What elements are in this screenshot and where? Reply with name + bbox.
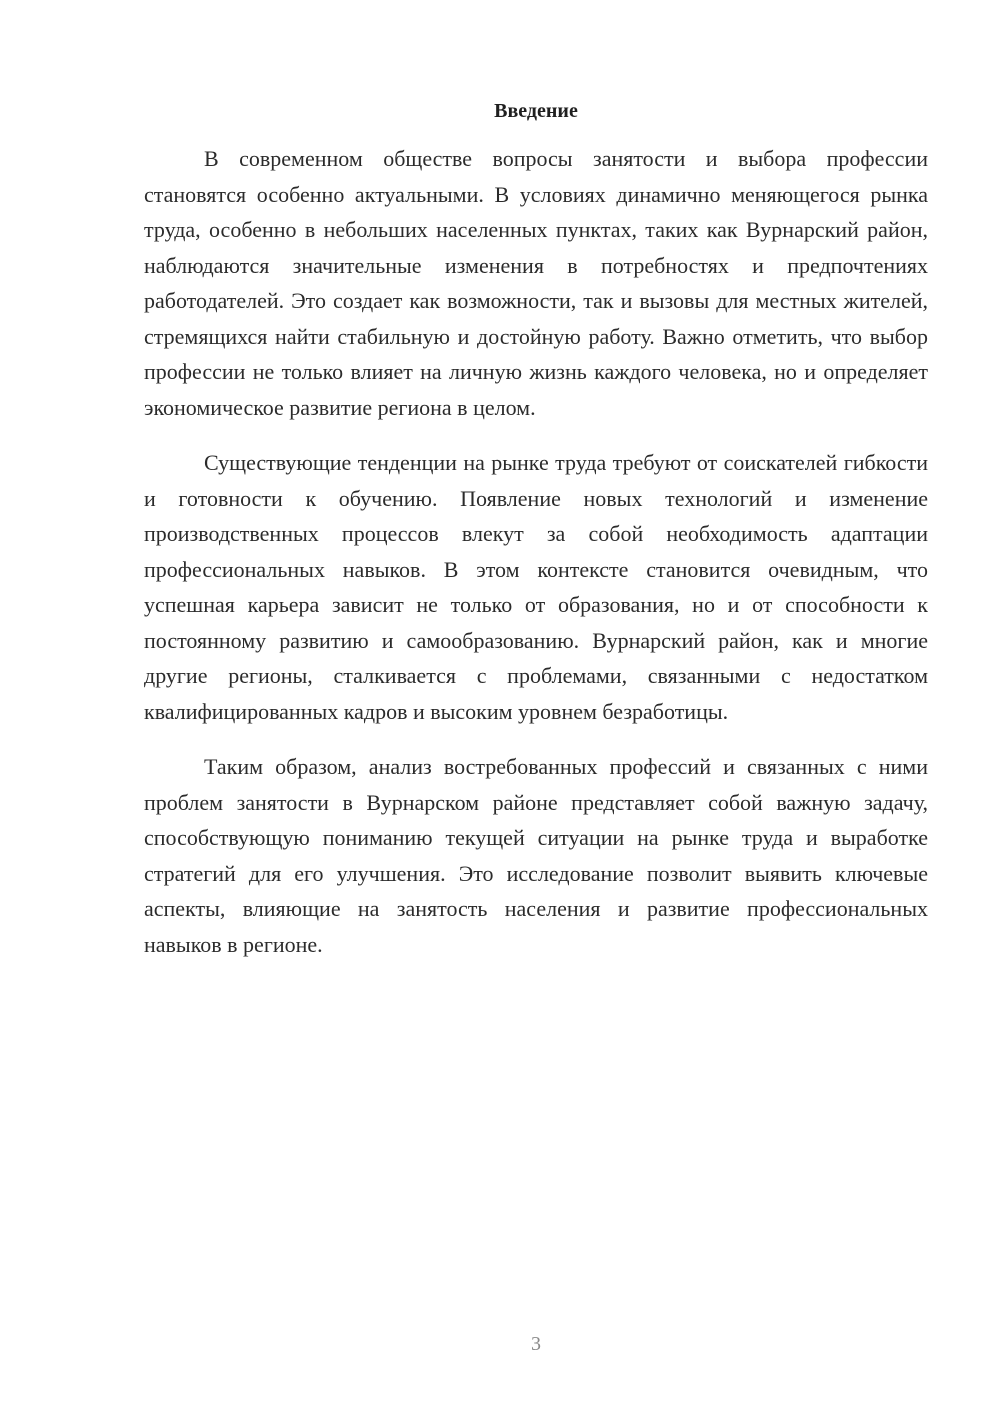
- paragraph-2: Существующие тенденции на рынке труда требуют от соискателей гибкости и готовности к обучению. Появление новых технологий и изменение производственных процессов влекут за собой необходимость адаптации профессиональных навыков. В этом контексте становится очевидным, что успешная карьера зависит не только от образования, но и от способности к постоянному развитию и самообразованию. Вурнарский район, как и многие другие регионы, сталкивается с проблемами, связанными с недостатком квалифицированных кадров и высоким уровнем безработицы.: [144, 450, 928, 724]
- page-number: 3: [531, 1333, 541, 1355]
- section-title: Введение: [494, 100, 578, 122]
- paragraph-3: Таким образом, анализ востребованных профессий и связанных с ними проблем занятости в Вурнарском районе представляет собой важную задачу, способствующую пониманию текущей ситуации на рынке труда и выработке стратегий для его улучшения. Это исследование позволит выявить ключевые аспекты, влияющие на занятость населения и развитие профессиональных навыков в регионе.: [144, 754, 928, 957]
- paragraph-1: В современном обществе вопросы занятости и выбора профессии становятся особенно актуальными. В условиях динамично меняющегося рынка труда, особенно в небольших населенных пунктах, таких как Вурнарский район, наблюдаются значительные изменения в потребностях и предпочтениях работодателей. Это создает как возможности, так и вызовы для местных жителей, стремящихся найти стабильную и достойную работу. Важно отметить, что выбор профессии не только влияет на личную жизнь каждого человека, но и определяет экономическое развитие региона в целом.: [144, 146, 928, 420]
- page-content: [144, 97, 928, 982]
